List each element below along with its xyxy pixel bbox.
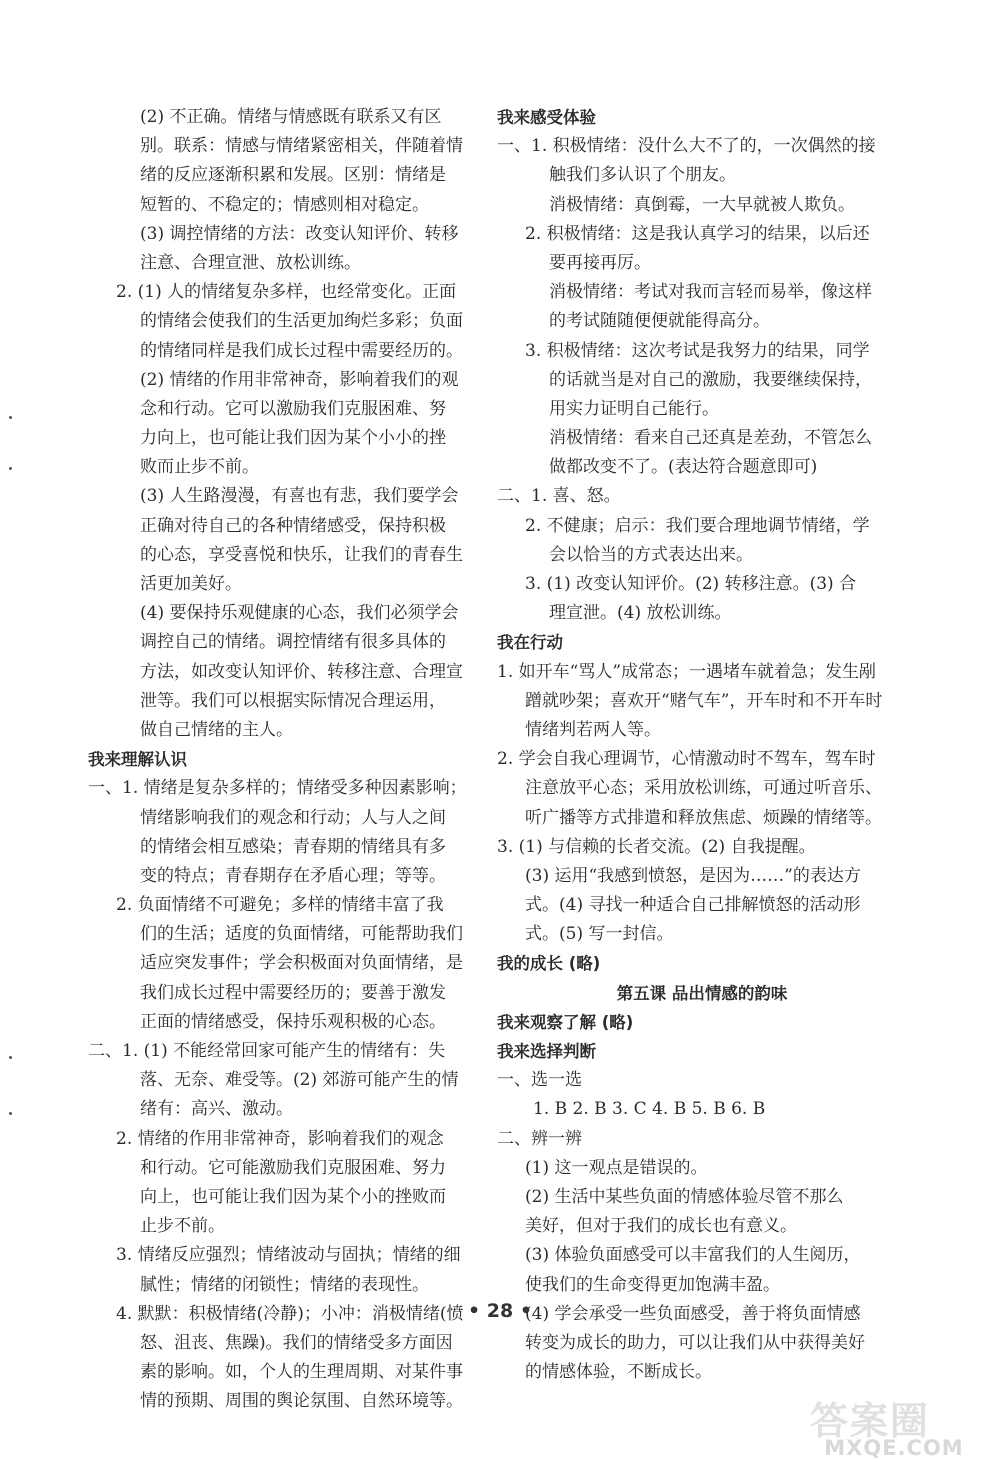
left-column (88, 103, 503, 1416)
text-line: 念和行动。它可以激励我们克服困难、努 (140, 398, 446, 419)
text-line: 怒、沮丧、焦躁)。我们的情绪受多方面因 (140, 1332, 453, 1353)
text-line: 一、1. 积极情绪：没什么大不了的，一次偶然的接 (497, 136, 876, 157)
text-line: 蹭就吵架；喜欢开“赌气车”，开车时和不开车时 (525, 690, 883, 711)
margin-dot (9, 1112, 12, 1115)
text-line: 二、1. 喜、怒。 (497, 486, 621, 507)
watermark-cn: 答案圈 (810, 1399, 931, 1443)
text-line: 一、1. 情绪是复杂多样的；情绪受多种因素影响； (88, 778, 467, 799)
text-line: 情的预期、周围的舆论氛围、自然环境等。 (140, 1391, 463, 1412)
text-line: 活更加美好。 (140, 574, 242, 594)
text-line: (3) 运用“我感到愤怒，是因为……”的表达方 (525, 865, 861, 886)
text-line: 二、辨一辨 (497, 1128, 582, 1149)
watermark-logo (804, 1392, 984, 1462)
text-line: 4. 默默：积极情绪(冷静)；小冲：消极情绪(愤 (116, 1303, 464, 1324)
section-heading: 我来感受体验 (497, 108, 596, 127)
text-line: 正面的情绪感受，保持乐观积极的心态。 (140, 1011, 446, 1032)
text-line: 向上，也可能让我们因为某个小的挫败而 (140, 1186, 446, 1207)
text-line: 用实力证明自己能行。 (549, 398, 719, 419)
text-line: 素的影响。如，个人的生理周期、对某件事 (140, 1362, 463, 1383)
text-line: 绪的反应逐渐积累和发展。区别：情绪是 (140, 165, 446, 186)
text-line: 2. 不健康；启示：我们要合理地调节情绪，学 (525, 515, 870, 536)
text-line: 的情绪会使我们的生活更加绚烂多彩；负面 (140, 311, 463, 332)
watermark-url: MXQE.COM (824, 1436, 964, 1460)
text-line: (2) 情绪的作用非常神奇，影响着我们的观 (140, 369, 459, 390)
text-line: 情绪判若两人等。 (525, 719, 661, 740)
text-line: 腻性；情绪的闭锁性；情绪的表现性。 (140, 1274, 429, 1295)
right-column (497, 103, 907, 1387)
text-line: 理宣泄。(4) 放松训练。 (549, 603, 732, 624)
text-line: 和行动。它可能激励我们克服困难、努力 (140, 1157, 446, 1178)
section-heading: 我的成长 (略) (497, 954, 601, 974)
text-line: 泄等。我们可以根据实际情况合理运用， (140, 690, 446, 711)
text-line: 做自己情绪的主人。 (140, 719, 293, 740)
section-heading: 我来理解认识 (88, 750, 187, 770)
text-line: 消极情绪：真倒霉，一大早就被人欺负。 (549, 194, 855, 215)
text-line: 一、选一选 (497, 1070, 582, 1091)
text-line: 注意、合理宣泄、放松训练。 (140, 252, 361, 273)
text-line: 会以恰当的方式表达出来。 (549, 544, 753, 565)
text-line: 的情绪会相互感染；青春期的情绪具有多 (140, 836, 446, 857)
text-line: 式。(5) 写一封信。 (525, 924, 674, 945)
text-line: (2) 生活中某些负面的情感体验尽管不那么 (525, 1186, 844, 1207)
text-line: 1. 如开车“骂人”成常态；一遇堵车就着急；发生剐 (497, 661, 877, 682)
text-line: 3. (1) 改变认知评价。(2) 转移注意。(3) 合 (525, 574, 857, 594)
section-heading: 我在行动 (497, 633, 563, 653)
text-line: (3) 人生路漫漫，有喜也有悲，我们要学会 (140, 486, 459, 507)
text-line: 的情感体验，不断成长。 (525, 1362, 712, 1383)
text-line: (4) 学会承受一些负面感受，善于将负面情感 (525, 1303, 861, 1324)
text-line: 注意放平心态；采用放松训练，可通过听音乐、 (525, 778, 882, 799)
text-line: 的情绪同样是我们成长过程中需要经历的。 (140, 340, 463, 361)
text-line: 2. 负面情绪不可避免；多样的情绪丰富了我 (116, 895, 444, 916)
text-line: 的考试随随便便就能得高分。 (549, 311, 770, 332)
text-line: 的话就当是对自己的激励，我要继续保持， (549, 369, 872, 390)
text-line: 别。联系：情感与情绪紧密相关，伴随着情 (140, 136, 463, 157)
section-heading: 第五课 品出情感的韵味 (616, 983, 788, 1003)
text-line: 使我们的生命变得更加饱满丰盈。 (525, 1274, 780, 1295)
text-line: 适应突发事件；学会积极面对负面情绪，是 (140, 953, 463, 974)
text-line: 调控自己的情绪。调控情绪有很多具体的 (140, 632, 446, 653)
text-line: 短暂的、不稳定的；情感则相对稳定。 (140, 194, 429, 215)
text-line: 情绪影响我们的观念和行动；人与人之间 (140, 807, 446, 828)
text-line: 消极情绪：看来自己还真是差劲，不管怎么 (549, 428, 872, 449)
text-line: 消极情绪：考试对我而言轻而易举，像这样 (549, 282, 872, 303)
text-line: 止步不前。 (140, 1216, 225, 1237)
text-line: 触我们多认识了个朋友。 (549, 165, 736, 186)
text-line: 转变为成长的助力，可以让我们从中获得美好 (525, 1332, 865, 1353)
text-line: 3. (1) 与信赖的长者交流。(2) 自我提醒。 (497, 836, 816, 857)
text-line: 2. 情绪的作用非常神奇，影响着我们的观念 (116, 1128, 444, 1149)
section-heading: 我来观察了解 (略) (497, 1012, 634, 1032)
margin-dot (9, 1056, 12, 1059)
text-line: 方法，如改变认知评价、转移注意、合理宣 (140, 661, 463, 682)
text-line: 2. (1) 人的情绪复杂多样，也经常变化。正面 (116, 282, 457, 303)
text-line: 听广播等方式排遣和释放焦虑、烦躁的情绪等。 (525, 807, 882, 828)
text-line: 变的特点；青春期存在矛盾心理；等等。 (140, 865, 446, 886)
text-line: 3. 积极情绪：这次考试是我努力的结果，同学 (525, 340, 870, 361)
text-line: 的心态，享受喜悦和快乐，让我们的青春生 (140, 544, 463, 565)
text-line: 正确对待自己的各种情绪感受，保持积极 (140, 515, 446, 536)
text-line: 败而止步不前。 (140, 457, 259, 478)
text-line: 式。(4) 寻找一种适合自己排解愤怒的活动形 (525, 895, 861, 916)
text-line: 要再接再厉。 (549, 252, 651, 273)
section-heading: 我来选择判断 (497, 1042, 596, 1061)
page-number: • 28 • (468, 1300, 532, 1322)
margin-dot (9, 467, 12, 470)
text-line: (3) 体验负面感受可以丰富我们的人生阅历， (525, 1245, 861, 1266)
text-line: 绪有：高兴、激动。 (140, 1099, 293, 1120)
text-line: 2. 积极情绪：这是我认真学习的结果，以后还 (525, 223, 870, 244)
text-line: (2) 不正确。情绪与情感既有联系又有区 (140, 107, 442, 127)
text-line: 2. 学会自我心理调节，心情激动时不驾车，驾车时 (497, 749, 876, 770)
text-line: 们的生活；适度的负面情绪，可能帮助我们 (140, 924, 463, 945)
text-line: (4) 要保持乐观健康的心态，我们必须学会 (140, 603, 459, 624)
text-line: 1. B 2. B 3. C 4. B 5. B 6. B (533, 1099, 766, 1120)
text-line: 落、无奈、难受等。(2) 郊游可能产生的情 (140, 1070, 459, 1091)
text-line: 力向上，也可能让我们因为某个小小的挫 (140, 428, 446, 449)
margin-dot (9, 416, 12, 419)
text-line: (1) 这一观点是错误的。 (525, 1157, 708, 1178)
text-line: (3) 调控情绪的方法：改变认知评价、转移 (140, 223, 459, 244)
text-line: 二、1. (1) 不能经常回家可能产生的情绪有：失 (88, 1041, 446, 1061)
text-line: 做都改变不了。(表达符合题意即可) (549, 457, 818, 478)
text-line: 我们成长过程中需要经历的；要善于激发 (140, 982, 446, 1003)
text-line: 美好，但对于我们的成长也有意义。 (525, 1216, 797, 1237)
text-line: 3. 情绪反应强烈；情绪波动与固执；情绪的细 (116, 1245, 461, 1266)
